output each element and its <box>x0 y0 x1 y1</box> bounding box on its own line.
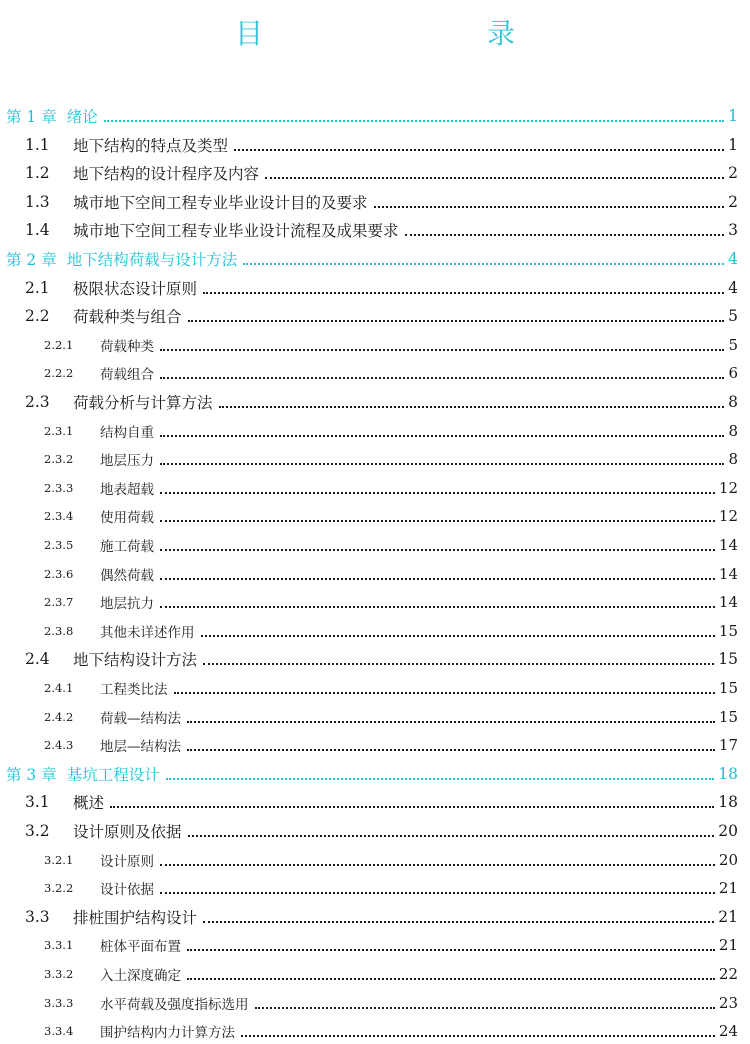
toc-entry-number: 2.3.4 <box>44 509 74 524</box>
toc-entry-number: 第 3 章 <box>6 765 57 784</box>
toc-entry[interactable] <box>0 847 750 873</box>
toc-entry[interactable] <box>0 875 750 901</box>
toc-entry-page: 1 <box>728 135 738 154</box>
dot-leader <box>234 149 724 151</box>
toc-entry-page: 12 <box>718 507 738 526</box>
toc-entry-label: 城市地下空间工程专业毕业设计目的及要求 <box>73 193 368 212</box>
toc-entry[interactable] <box>0 961 750 987</box>
toc-entry-number: 1.3 <box>25 192 50 211</box>
toc-entry-label: 使用荷载 <box>100 510 154 527</box>
toc-entry-number: 2.3.3 <box>44 480 74 495</box>
toc-entry-page: 17 <box>718 736 738 755</box>
toc-entry-number: 3.2.2 <box>44 881 74 896</box>
toc-entry-page: 2 <box>728 192 738 211</box>
toc-entry-label: 施工荷载 <box>100 539 154 555</box>
toc-entry-label: 排桩围护结构设计 <box>73 908 198 927</box>
toc-entry-label: 偶然荷载 <box>100 567 154 584</box>
toc-entry[interactable] <box>0 818 750 844</box>
toc-entry-label: 桩体平面布置 <box>100 939 181 956</box>
dot-leader <box>203 292 724 294</box>
toc-entry-page: 2 <box>728 164 738 183</box>
toc-entry[interactable] <box>0 332 750 358</box>
toc-entry-label: 地下结构设计方法 <box>73 651 198 670</box>
dot-leader <box>160 606 715 608</box>
toc-entry-page: 8 <box>728 450 738 469</box>
toc-entry[interactable] <box>0 189 750 215</box>
dot-leader <box>219 406 724 408</box>
toc-entry-number: 3.3.1 <box>44 938 74 953</box>
dot-leader <box>255 1007 715 1009</box>
dot-leader <box>203 663 714 665</box>
toc-entry-label: 地层—结构法 <box>100 739 181 756</box>
dot-leader <box>241 1035 715 1037</box>
toc-entry-page: 6 <box>728 364 738 383</box>
toc-entry-label: 极限状态设计原则 <box>73 279 198 298</box>
toc-entry[interactable] <box>0 675 750 701</box>
toc-entry-label: 地下结构的设计程序及内容 <box>73 165 260 184</box>
toc-entry-number: 2.3.8 <box>44 623 74 638</box>
page-title: 目 录 <box>234 17 571 50</box>
toc-entry-page: 14 <box>718 536 738 554</box>
toc-entry-page: 8 <box>728 421 738 440</box>
dot-leader <box>187 749 715 751</box>
dot-leader <box>160 578 715 580</box>
dot-leader <box>188 835 715 837</box>
toc-entry-page: 22 <box>718 965 738 983</box>
toc-entry[interactable] <box>0 618 750 644</box>
toc-entry[interactable] <box>0 160 750 186</box>
toc-entry[interactable] <box>0 932 750 958</box>
toc-entry-page: 23 <box>718 993 738 1012</box>
toc-entry-label: 水平荷载及强度指标选用 <box>100 996 249 1013</box>
toc-entry[interactable] <box>0 904 750 930</box>
toc-entry-label: 设计原则及依据 <box>73 823 182 841</box>
toc-entry-label: 荷载种类与组合 <box>73 308 182 327</box>
toc-entry-number: 3.1 <box>25 793 50 812</box>
dot-leader <box>110 806 714 808</box>
toc-entry[interactable] <box>0 246 750 272</box>
dot-leader <box>243 263 724 265</box>
toc-entry-label: 入土深度确定 <box>100 968 181 984</box>
dot-leader <box>405 234 724 236</box>
toc-entry-label: 地层压力 <box>100 453 154 470</box>
toc-entry[interactable] <box>0 1018 750 1044</box>
toc-entry[interactable] <box>0 475 750 501</box>
toc-entry-page: 12 <box>718 478 738 497</box>
toc-entry-page: 20 <box>718 850 738 869</box>
dot-leader <box>160 549 715 551</box>
toc-entry-label: 结构自重 <box>100 424 154 441</box>
toc-entry-label: 地下结构的特点及类型 <box>73 136 229 155</box>
toc-entry-number: 2.4 <box>25 650 50 669</box>
dot-leader <box>160 435 724 437</box>
toc-entry-label: 荷载组合 <box>100 367 154 384</box>
toc-entry-label: 地下结构荷载与设计方法 <box>66 251 238 269</box>
toc-entry-number: 2.1 <box>25 278 50 297</box>
dot-leader <box>174 692 715 694</box>
toc-entry-label: 荷载—结构法 <box>100 710 181 727</box>
toc-entry-number: 2.4.3 <box>44 738 74 753</box>
toc-entry-label: 基坑工程设计 <box>66 765 160 784</box>
dot-leader <box>160 349 724 351</box>
dot-leader <box>188 320 724 322</box>
toc-entry-label: 设计依据 <box>100 882 154 899</box>
toc-entry-number: 2.2.1 <box>44 337 74 352</box>
dot-leader <box>187 978 715 980</box>
toc-entry-page: 4 <box>728 278 738 297</box>
toc-entry-page: 21 <box>718 936 738 955</box>
toc-entry-page: 20 <box>718 822 738 840</box>
toc-entry-label: 地表超载 <box>100 481 154 498</box>
toc-entry[interactable] <box>0 389 750 415</box>
toc-entry-number: 2.3.6 <box>44 566 74 581</box>
dot-leader <box>160 492 715 494</box>
toc-entry[interactable] <box>0 704 750 730</box>
toc-entry-number: 3.3 <box>25 907 50 926</box>
toc-entry-number: 2.4.1 <box>44 681 74 695</box>
toc-entry-number: 2.3.7 <box>44 595 74 610</box>
toc-entry-label: 地层抗力 <box>100 596 154 613</box>
toc-entry[interactable] <box>0 217 750 243</box>
toc-entry-page: 24 <box>718 1022 738 1041</box>
toc-entry-number: 1.2 <box>25 164 50 183</box>
dot-leader <box>166 778 715 780</box>
toc-entry-page: 21 <box>718 907 738 926</box>
toc-entry-number: 3.3.4 <box>44 1024 74 1039</box>
toc-entry-label: 其他未详述作用 <box>100 624 195 641</box>
dot-leader <box>160 463 724 465</box>
toc-entry-page: 15 <box>718 707 738 726</box>
toc-entry[interactable] <box>0 303 750 329</box>
toc-entry-label: 概述 <box>73 794 105 813</box>
toc-entry-number: 1.1 <box>25 135 50 154</box>
toc-entry-page: 15 <box>718 650 738 669</box>
toc-entry-page: 14 <box>718 564 738 583</box>
toc-entry-number: 2.2 <box>25 307 50 326</box>
dot-leader <box>201 635 715 637</box>
toc-entry[interactable] <box>0 589 750 615</box>
toc-entry[interactable] <box>0 761 750 787</box>
toc-entry-label: 绪论 <box>66 108 98 126</box>
toc-entry-page: 5 <box>728 307 738 326</box>
dot-leader <box>160 377 724 379</box>
toc-entry-page: 15 <box>718 679 738 697</box>
toc-entry[interactable] <box>0 789 750 815</box>
toc-entry-number: 2.3 <box>25 393 50 411</box>
toc-entry-number: 3.2 <box>25 822 50 840</box>
toc-entry-number: 2.3.1 <box>44 423 74 438</box>
toc-entry[interactable] <box>0 446 750 472</box>
toc-entry-number: 1.4 <box>25 221 50 240</box>
toc-entry[interactable] <box>0 360 750 386</box>
toc-entry-page: 21 <box>718 879 738 898</box>
toc-entry[interactable] <box>0 275 750 301</box>
dot-leader <box>160 520 715 522</box>
dot-leader <box>160 864 715 866</box>
dot-leader <box>104 120 724 122</box>
toc-entry-number: 2.4.2 <box>44 709 74 724</box>
toc-entry[interactable] <box>0 646 750 672</box>
toc-entry-label: 工程类比法 <box>100 682 168 698</box>
toc-entry-number: 3.3.2 <box>44 967 74 981</box>
toc-entry-label: 荷载种类 <box>100 338 154 355</box>
toc-entry-label: 设计原则 <box>100 853 154 870</box>
toc-entry[interactable] <box>0 990 750 1016</box>
dot-leader <box>203 921 714 923</box>
toc-entry-page: 18 <box>718 793 738 812</box>
toc-entry-number: 3.3.3 <box>44 995 74 1010</box>
toc-entry-page: 8 <box>728 393 738 411</box>
toc-entry-number: 第 1 章 <box>6 108 57 126</box>
toc-entry-page: 3 <box>728 221 738 240</box>
toc-entry-number: 2.3.5 <box>44 538 74 552</box>
toc-entry-label: 围护结构内力计算方法 <box>100 1025 235 1042</box>
toc-entry-page: 18 <box>718 764 738 783</box>
dot-leader <box>374 206 724 208</box>
toc-entry[interactable] <box>0 732 750 758</box>
toc-entry-number: 2.3.2 <box>44 452 74 467</box>
dot-leader <box>187 949 715 951</box>
toc-entry-number: 2.2.2 <box>44 366 74 381</box>
toc-entry-number: 第 2 章 <box>6 251 57 269</box>
toc-entry-page: 4 <box>728 250 738 268</box>
toc-entry-page: 14 <box>718 593 738 612</box>
toc-entry[interactable] <box>0 103 750 129</box>
toc-entry-page: 15 <box>718 621 738 640</box>
dot-leader <box>265 177 724 179</box>
toc-entry-page: 5 <box>728 335 738 354</box>
dot-leader <box>160 892 715 894</box>
dot-leader <box>187 721 715 723</box>
toc-entry-label: 荷载分析与计算方法 <box>73 394 213 412</box>
toc-entry-label: 城市地下空间工程专业毕业设计流程及成果要求 <box>73 222 399 241</box>
toc-entry-number: 3.2.1 <box>44 852 74 867</box>
toc-entry[interactable] <box>0 561 750 587</box>
toc-entry[interactable] <box>0 132 750 158</box>
toc-entry-page: 1 <box>728 107 738 125</box>
toc-entry[interactable] <box>0 418 750 444</box>
toc-entry[interactable] <box>0 503 750 529</box>
toc-entry[interactable] <box>0 532 750 558</box>
